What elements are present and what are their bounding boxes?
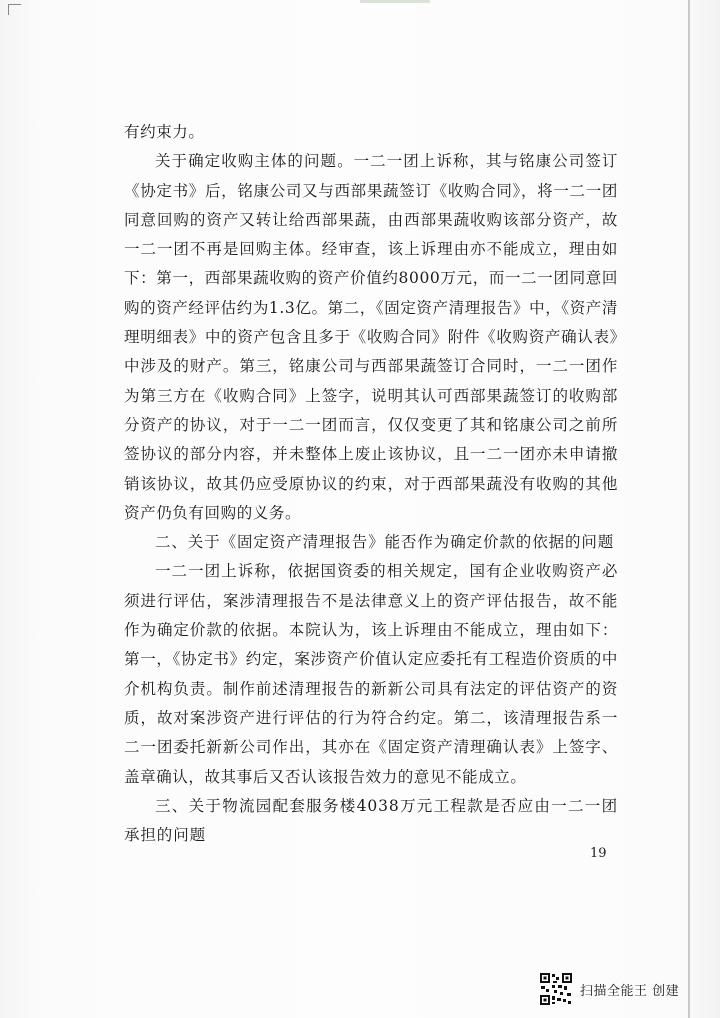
body-text: [124, 118, 618, 850]
paragraph-report-validity: 一二一团上诉称，依据国资委的相关规定，国有企业收购资产必须进行评估，案涉清理报告不是法律意义上的资产评估报告，故不能作为确定价款的依据。本院认为，该上诉理由不能成立，理由如下：第一，《协定书》约定，案涉资产价值认定应委托有工程造价资质的中介机构负责。制作前述清理报告的新新公司具有法定的评估资产的资质，故对案涉资产进行评估的行为符合约定。第二，该清理报告系一二一团委托新新公司作出，其亦在《固定资产清理确认表》上签字、盖章确认，故其事后又否认该报告效力的意见不能成立。: [124, 562, 618, 786]
paragraph-continuation: 有约束力。: [124, 123, 205, 141]
scanner-watermark: [540, 972, 679, 1006]
page-number: 19: [590, 846, 607, 861]
section-heading-3: 三、关于物流园配套服务楼4038万元工程款是否应由一二一团承担的问题: [124, 796, 618, 845]
corner-scan-mark: [8, 4, 21, 15]
page-edge-line: [688, 0, 690, 1018]
paragraph-purchaser-issue: 关于确定收购主体的问题。一二一团上诉称，其与铭康公司签订《协定书》后，铭康公司又与西部果蔬签订《收购合同》，将一二一团同意回购的资产又转让给西部果蔬，由西部果蔬收购该部分资产，故一二一团不再是回购主体。经审查，该上诉理由亦不能成立，理由如下：第一，西部果蔬收购的资产价值约8000万元，而一二一团同意回购的资产经评估约为1.3亿。第二，《固定资产清理报告》中，《资产清理明细表》中的资产包含且多于《收购合同》附件《收购资产确认表》中涉及的财产。第三，铭康公司与西部果蔬签订合同时，一二一团作为第三方在《收购合同》上签字，说明其认可西部果蔬签订的收购部分资产的协议，对于一二一团而言，仅仅变更了其和铭康公司之前所签协议的部分内容，并未整体上废止该协议，且一二一团亦未申请撤销该协议，故其仍应受原协议的约束，对于西部果蔬没有收购的其他资产仍负有回购的义务。: [124, 152, 618, 522]
qr-code-icon: [540, 973, 572, 1005]
scan-smudge: [360, 0, 430, 3]
section-heading-2: 二、关于《固定资产清理报告》能否作为确定价款的依据的问题: [155, 533, 615, 552]
scanner-watermark-text: 扫描全能王 创建: [580, 983, 680, 999]
